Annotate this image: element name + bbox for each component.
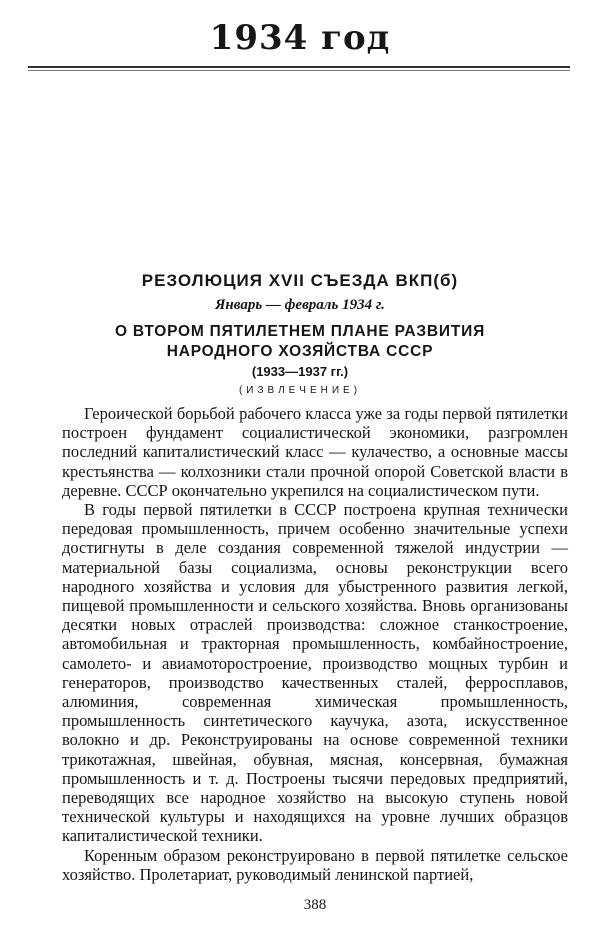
paragraph: В годы первой пятилетки в СССР построена крупная технически передовая промышленность, причем особенно значительные успехи достигнуты в деле создания современной тяжелой индустрии — материальной базы социализма, основы реконструкции всего народного хозяйства и условия для убыстренного развития легкой, пищевой промышленности и сельского хозяйства. Вновь организованы десятки новых отраслей производства: сложное станкостроение, автомобильная и тракторная промышленность, комбайностроение, самолето- и авиамоторостроение, производство мощных турбин и генераторов, производство качественных сталей, ферросплавов, алюминия, современная химическая промышленность, промышленность синтетического каучука, азота, искусственное волокно и др. Реконструированы на основе современной техники трикотажная, швейная, обувная, мясная, консервная, бумажная промышленность и т. д. Построены тысячи передовых предприятий, переводящих все народное хозяйство на высокую ступень новой технической культуры и находящихся на уровне лучших образцов капиталистической техники. xyxy=(62,500,568,846)
subtitle-line-2: НАРОДНОГО ХОЗЯЙСТВА СССР xyxy=(166,343,434,360)
plan-years: (1933—1937 гг.) xyxy=(251,364,349,379)
page-content xyxy=(62,404,568,914)
resolution-title: РЕЗОЛЮЦИЯ XVII СЪЕЗДА ВКП(б) xyxy=(141,271,459,290)
resolution-date: Январь — февраль 1934 г. xyxy=(215,297,385,313)
divider xyxy=(28,70,570,71)
page-number: 388 xyxy=(303,897,327,914)
divider xyxy=(28,66,570,68)
paragraph: Коренным образом реконструировано в первой пятилетке сельское хозяйство. Пролетариат, руководимый ленинской партией, xyxy=(62,845,568,884)
excerpt-label: (ИЗВЛЕЧЕНИЕ) xyxy=(238,385,362,396)
subtitle-line-1: О ВТОРОМ ПЯТИЛЕТНЕМ ПЛАНЕ РАЗВИТИЯ xyxy=(114,323,486,340)
resolution-subtitle xyxy=(0,322,600,362)
page-title: 1934 год xyxy=(209,18,391,58)
paragraph: Героической борьбой рабочего класса уже за годы первой пятилетки построен фундамент социалистической экономики, разгромлен последний капиталистический класс — кулачество, а основные массы крестьянства — колхозники стали прочной опорой Советской власти в деревне. СССР окончательно укрепился на социалистическом пути. xyxy=(62,404,568,500)
body-text xyxy=(62,404,568,884)
